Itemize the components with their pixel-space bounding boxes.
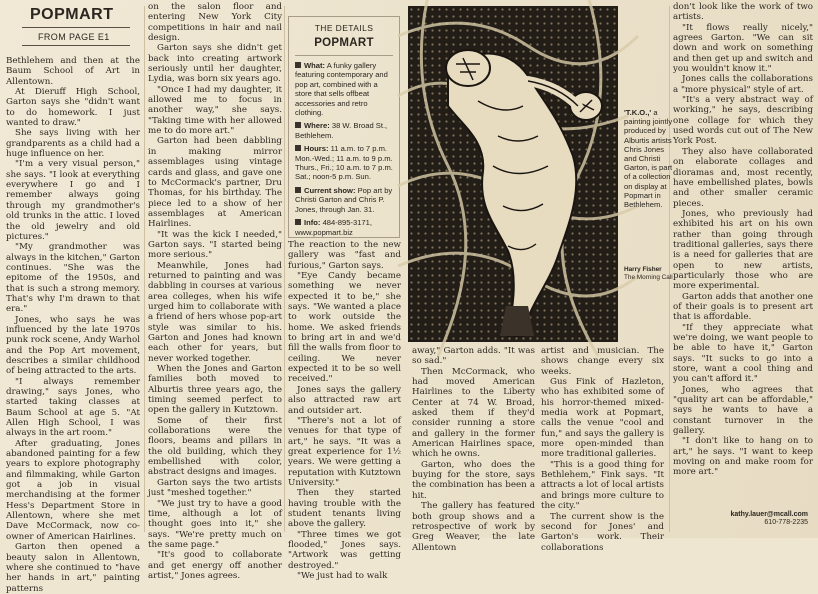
- bullet-square-icon: [295, 122, 301, 128]
- article-paragraph: "It's a very abstract way of working," he says, describing one collage for which they used words cut out of The New York Post.: [673, 95, 813, 147]
- article-paragraph: Jones calls the collaborations a "more physical" style of art.: [673, 74, 813, 95]
- kicker-rule-top: [22, 27, 130, 28]
- details-rule: [295, 55, 393, 56]
- details-label: THE DETAILS: [314, 23, 374, 33]
- article-paragraph: Garton then opened a beauty salon in Allentown, where she continued to "have her hands in art," painting patterns: [6, 542, 140, 594]
- tko-painting-photo: [408, 6, 618, 342]
- article-paragraph: "We just had to walk: [297, 571, 388, 581]
- article-paragraph: Garton says the two artists just "meshed together.": [148, 477, 282, 499]
- article-paragraph: "It's good to collaborate and get energy off another artist," Jones agrees.: [148, 550, 282, 581]
- article-paragraph: "It was the kick I needed," Garton says. "I started being more serious.": [148, 229, 282, 261]
- article-paragraph: Then McCormack, who had moved American Hairlines to the Liberty Center at 74 W. Broad, asked them if they'd consider running a store and gallery in the former American Hairlines space, which he owns.: [412, 366, 535, 460]
- article-paragraph: At Dieruff High School, Garton says she "didn't want to do homework. I just wanted to draw.": [6, 87, 140, 129]
- article-paragraph: "This is a good thing for Bethlehem," Fink says. "It attracts a lot of local artists and brings more culture to the city.": [541, 459, 664, 512]
- article-column-6: [673, 2, 813, 538]
- kicker-rule-bottom: [22, 45, 130, 46]
- details-title: POPMART: [314, 37, 374, 49]
- article-column-5: [541, 346, 664, 553]
- article-paragraph: Then they started having trouble with the student tenants living above the gallery.: [288, 488, 401, 530]
- article-paragraph: "I always remember drawing," says Jones, who started taking classes at Baum School at age 5. "At Allen High School, I was always in the art room.": [6, 376, 140, 439]
- article-paragraph: Bethlehem and then at the Baum School of Art in Allentown.: [6, 56, 140, 87]
- article-paragraph: artist and musician. The shows change every six weeks.: [541, 346, 664, 377]
- article-paragraph: "Eye Candy became something we never expected it to be," she says. "We wanted a place to work outside the home. We asked friends to bring art in and we'd fill the walls from floor to ceiling. We never expected it to be so well received.": [288, 271, 401, 385]
- article-paragraph: Jones, who previously had exhibited his art on his own rather than going through traditional galleries, says there is a need for galleries that are open to new artists, particularly those who are more experimental.: [673, 208, 813, 292]
- details-hours: Hours: 11 a.m. to 7 p.m. Mon.-Wed.; 11 a.m. to 9 p.m. Thurs., Fri.; 10 a.m. to 7 p.m. Sat.; noon-5 p.m. Sun.: [295, 144, 393, 182]
- details-what: What: A funky gallery featuring contemporary and pop art, combined with a store that sells offbeat accessories and retro clothing.: [295, 61, 388, 118]
- article-paragraph: She says living with her grandparents as a child had a huge influence on her.: [6, 128, 140, 160]
- article-paragraph: "My grandmother was always in the kitchen," Garton continues. "She was the epitome of the 1950s, and that is such a strong memory. That's why I'm drawn to that era.": [6, 242, 140, 315]
- article-paragraph: "Once I had my daughter, it allowed me to focus in another way," she says. "Taking time with her allowed me to do more art.": [148, 84, 282, 137]
- article-paragraph: Jones says the gallery also attracted raw art and outsider art.: [288, 384, 401, 416]
- article-paragraph: Garton says she didn't get back into creating artwork seriously until her daughter, Lydia, was born six years ago.: [148, 43, 282, 85]
- article-paragraph: "We just try to have a good time, although a lot of thought goes into it," she says. "We're pretty much on the same page.": [148, 498, 282, 550]
- article-paragraph: Jones, who says he was influenced by the late 1970s punk rock scene, Andy Warhol and the Pop Art movement, describes a similar childhood of being attracted to the arts.: [6, 314, 140, 377]
- article-paragraph: Jones, who agrees that "quality art can be affordable," says he wants to have a constant turnover in the gallery.: [673, 384, 813, 437]
- article-paragraph: away," Garton adds. "It was so sad.": [412, 346, 535, 367]
- article-column-4: [412, 346, 535, 553]
- article-paragraph: "If they appreciate what we're doing, we want people to be able to have it," Garton says. "It sucks to go into a store, want a cool thing and you can't afford it.": [673, 322, 813, 385]
- article-column-3: [288, 240, 401, 581]
- caption-text: a painting jointly produced by Alburtis artists Chris Jones and Christi Garton, is part of a collection on display at Popmart in Bethlehem.: [624, 108, 673, 210]
- article-paragraph: Garton adds that another one of their goals is to present art that is affordable.: [673, 291, 813, 323]
- article-paragraph: "Three times we got flooded," Jones says. "Artwork was getting destroyed.": [288, 529, 401, 571]
- details-box: [288, 16, 400, 238]
- article-paragraph: Garton, who does the buying for the store, says the combination has been a hit.: [412, 459, 535, 501]
- article-paragraph: Garton had been dabbling in making mirror assemblages using vintage cards and glass, and gave one to McCormack's partner, Dru Thomas, for his birthday. The piece led to a show of her assemblages at American Hairlines.: [148, 136, 282, 230]
- photographer-name: Harry Fisher: [624, 266, 662, 273]
- article-paragraph: don't look like the work of two artists.: [673, 2, 813, 23]
- reporter-phone: 610-778-2235: [764, 519, 808, 527]
- reporter-email: kathy.lauer@mcall.com: [730, 511, 808, 518]
- column-rule: [284, 6, 285, 532]
- article-column-1: [6, 56, 140, 594]
- reporter-contact: [708, 511, 808, 527]
- article-paragraph: on the salon floor and entering New York City competitions in hair and nail design.: [148, 2, 282, 44]
- photo-caption: [624, 108, 676, 209]
- article-paragraph: Some of their first collaborations were the floors, beams and pillars in the old building, which they embellished with color, abstract designs and images.: [148, 415, 282, 478]
- article-paragraph: The gallery has featured both group shows and a retrospective of work by Greg Weaver, the late Allentown: [412, 501, 535, 553]
- column-rule: [144, 6, 145, 532]
- painting-illustration: [408, 6, 618, 342]
- details-show: Current show: Pop art by Christi Garton and Chris P. Jones, through Jan. 31.: [295, 185, 393, 214]
- photographer-org: The Morning Call: [624, 273, 673, 281]
- details-where: Where: 38 W. Broad St., Bethlehem.: [295, 121, 388, 140]
- article-paragraph: After graduating, Jones abandoned painting for a few years to explore photography and filmmaking, while Garton got a job in visual merchandising at the former Hess's Department Store in Allentown, where she met Dave McCormack, now co-owner of American Hairlines.: [6, 438, 140, 542]
- caption-title: 'T.K.O.,': [624, 108, 652, 117]
- article-paragraph: The current show is the second for Jones' and Garton's work. Their collaborations: [541, 511, 664, 553]
- article-paragraph: "It flows really nicely," agrees Garton. "We can sit down and work on something and then get up and switch and you wouldn't know it.": [673, 22, 813, 75]
- bullet-square-icon: [295, 145, 301, 151]
- section-kicker: POPMART: [30, 6, 114, 23]
- bullet-square-icon: [295, 219, 301, 225]
- article-paragraph: "I don't like to hang on to art," he says. "I want to keep moving on and make room for more art.": [673, 436, 813, 478]
- bullet-square-icon: [295, 62, 301, 68]
- photo-credit: [624, 266, 684, 282]
- article-paragraph: They also have collaborated on elaborate collages and dioramas and, most recently, have embellished plates, bowls and other smaller ceramic pieces.: [673, 146, 813, 209]
- bullet-square-icon: [295, 187, 301, 193]
- article-paragraph: The reaction to the new gallery was "fast and furious," Garton says.: [288, 240, 401, 271]
- article-paragraph: Meanwhile, Jones had returned to painting and was dabbling in courses at various area colleges, when his wife urged him to collaborate with a friend of hers whose pop-art style was similar to his. Garton and Jones had known each other for years, but never worked together.: [148, 260, 282, 364]
- article-paragraph: "There's not a lot of venues for that type of art," he says. "It was a great experience for 1½ years. We were getting a reputation with Kutztown University.": [288, 415, 401, 488]
- article-paragraph: "I'm a very visual person," she says. "I look at everything everywhere I go and I remember always going through my grandmother's old trunks in the attic. I loved the old jewelry and old pictures.": [6, 159, 140, 242]
- article-paragraph: Gus Fink of Hazleton, who has exhibited some of his horror-themed mixed-media work at Popmart, calls the venue "cool and fun," and says the gallery is more open-minded than more traditional galleries.: [541, 377, 664, 460]
- details-info: Info: 484-895-3171, www.popmart.biz: [295, 218, 372, 237]
- article-column-2: [148, 2, 282, 581]
- article-paragraph: When the Jones and Garton families both moved to Alburtis three years ago, the timing seemed perfect to open the gallery in Kutztown.: [148, 364, 282, 416]
- jump-line: FROM PAGE E1: [38, 32, 110, 42]
